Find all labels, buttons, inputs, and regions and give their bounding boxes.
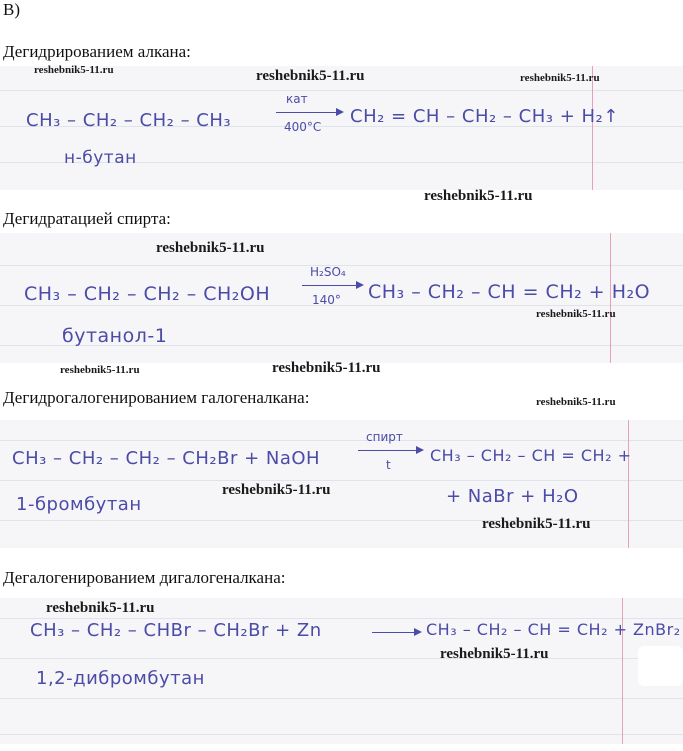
compound-name: 1-бромбутан	[16, 494, 142, 515]
product-formula-line2: + NaBr + H₂O	[446, 486, 579, 507]
compound-name: бутанол-1	[62, 325, 168, 347]
condition-top: спирт	[366, 430, 403, 444]
answer-label: B)	[3, 0, 20, 19]
compound-name: 1,2-дибромбутан	[36, 668, 205, 689]
product-formula: CH₃ – CH₂ – CH = CH₂ +	[430, 446, 632, 465]
reaction-arrow	[372, 632, 420, 633]
reactant-formula: CH₃ – CH₂ – CHBr – CH₂Br + Zn	[30, 620, 322, 641]
section-heading-dehalogenation: Дегалогенированием дигалогеналкана:	[3, 568, 286, 587]
product-formula: CH₃ – CH₂ – CH = CH₂ + ZnBr₂	[426, 620, 681, 639]
product-formula: CH₂ = CH – CH₂ – CH₃ + H₂↑	[350, 106, 619, 127]
paper-blot	[638, 646, 683, 686]
watermark: reshebnik5-11.ru	[46, 600, 155, 616]
watermark: reshebnik5-11.ru	[536, 396, 616, 408]
watermark: reshebnik5-11.ru	[256, 68, 365, 84]
handwritten-photo-dehydration	[0, 233, 683, 363]
watermark: reshebnik5-11.ru	[520, 72, 600, 84]
watermark: reshebnik5-11.ru	[222, 482, 331, 498]
compound-name: н-бутан	[64, 148, 137, 168]
watermark: reshebnik5-11.ru	[482, 516, 591, 532]
watermark: reshebnik5-11.ru	[60, 364, 140, 376]
product-formula: CH₃ – CH₂ – CH = CH₂ + H₂O	[368, 281, 651, 303]
section-heading-dehydrohalogenation: Дегидрогалогенированием галогеналкана:	[3, 388, 310, 407]
reactant-formula: CH₃ – CH₂ – CH₂ – CH₂Br + NaOH	[12, 448, 321, 469]
watermark: reshebnik5-11.ru	[272, 360, 381, 376]
reaction-arrow	[276, 112, 342, 113]
reactant-formula: CH₃ – CH₂ – CH₂ – CH₃	[26, 110, 232, 131]
section-heading-dehydrogenation: Дегидрированием алкана:	[3, 42, 191, 61]
watermark: reshebnik5-11.ru	[34, 64, 114, 76]
condition-top: H₂SO₄	[310, 265, 346, 279]
reaction-arrow	[358, 450, 422, 451]
watermark: reshebnik5-11.ru	[440, 646, 549, 662]
condition-bottom: 140°	[312, 293, 341, 307]
section-heading-dehydration: Дегидратацией спирта:	[3, 209, 171, 228]
handwritten-photo-dehalogenation	[0, 598, 683, 744]
watermark: reshebnik5-11.ru	[536, 308, 616, 320]
condition-bottom: t	[386, 458, 391, 472]
condition-top: кат	[286, 92, 308, 106]
watermark: reshebnik5-11.ru	[156, 240, 265, 256]
reaction-arrow	[302, 285, 362, 286]
condition-bottom: 400°C	[284, 120, 322, 134]
reactant-formula: CH₃ – CH₂ – CH₂ – CH₂OH	[24, 283, 271, 305]
watermark: reshebnik5-11.ru	[424, 188, 533, 204]
